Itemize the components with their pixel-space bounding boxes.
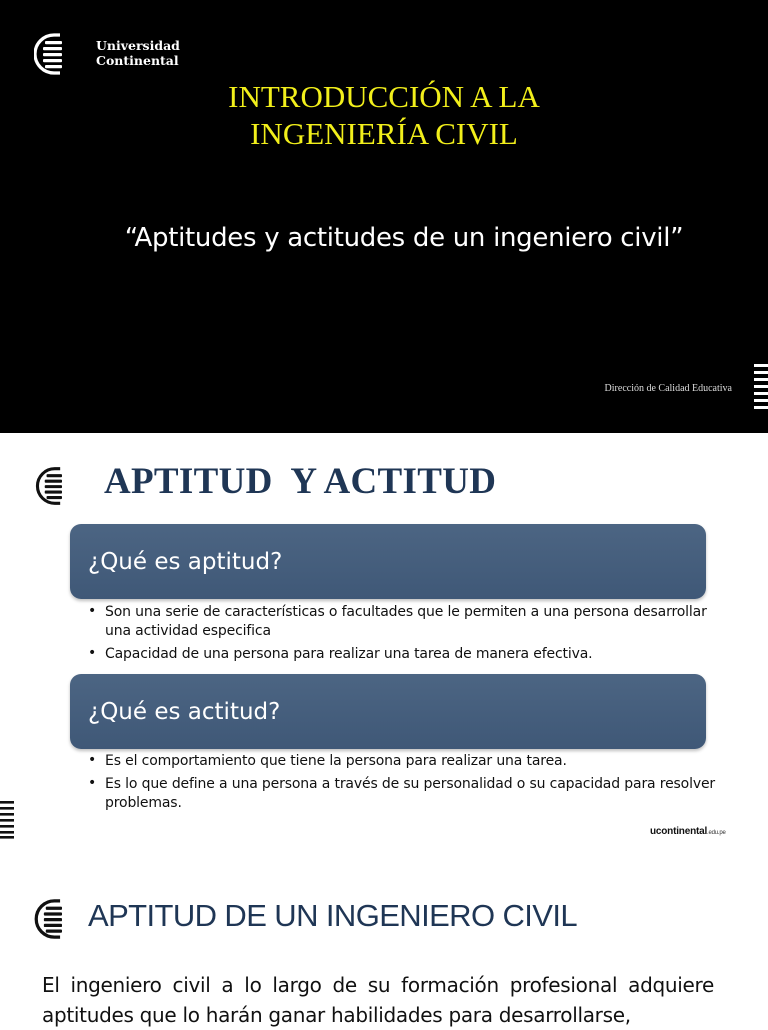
course-title xyxy=(120,78,648,152)
list-item: • Son una serie de características o facultades que le permiten a una persona desarrollar una actividad especifica xyxy=(88,603,707,639)
question-aptitud: ¿Qué es aptitud? xyxy=(88,548,283,575)
university-logo-text xyxy=(96,38,180,68)
footer-department: Dirección de Calidad Educativa xyxy=(604,383,732,394)
website-link[interactable] xyxy=(650,826,726,837)
website-suffix: .edu.pe xyxy=(707,830,726,836)
stripes-icon xyxy=(754,364,768,410)
logo-line-1: Universidad xyxy=(96,38,180,53)
list-item-text: Capacidad de una persona para realizar una tarea de manera efectiva. xyxy=(105,646,593,662)
list-item: • Es el comportamiento que tiene la persona para realizar una tarea. xyxy=(88,752,567,769)
bullet-list-aptitud xyxy=(88,603,728,668)
bullet-list-actitud xyxy=(88,752,728,817)
slide-heading: APTITUD Y ACTITUD xyxy=(104,461,497,502)
question-box-actitud xyxy=(70,674,706,749)
question-box-aptitud xyxy=(70,524,706,599)
list-item-text: Es lo que define a una persona a través de su personalidad o su capacidad para resolver problemas. xyxy=(105,776,716,811)
list-item: • Es lo que define a una persona a través de su personalidad o su capacidad para resolver problemas. xyxy=(88,775,716,811)
list-item-text: Es el comportamiento que tiene la persona para realizar una tarea. xyxy=(105,753,567,769)
university-logo xyxy=(34,32,184,76)
university-logo-icon xyxy=(34,32,90,76)
body-paragraph: El ingeniero civil a lo largo de su formación profesional adquiere aptitudes que lo harán ganar habilidades para desarrollarse, xyxy=(42,973,714,1027)
logo-line-2: Continental xyxy=(96,53,179,68)
university-logo-icon xyxy=(34,466,90,506)
presentation-subtitle: “Aptitudes y actitudes de un ingeniero civil” xyxy=(124,223,684,253)
website-name: ucontinental xyxy=(650,826,708,837)
list-item-text: Son una serie de características o facultades que le permiten a una persona desarrollar una actividad especifica xyxy=(105,604,707,639)
slide-title xyxy=(0,0,768,433)
course-title-line-2: INGENIERÍA CIVIL xyxy=(250,116,518,151)
slide-heading: APTITUD DE UN INGENIERO CIVIL xyxy=(88,898,577,933)
course-title-line-1: INTRODUCCIÓN A LA xyxy=(228,79,540,114)
list-item: • Capacidad de una persona para realizar una tarea de manera efectiva. xyxy=(88,645,593,662)
university-logo-icon xyxy=(34,898,90,940)
stripes-icon xyxy=(0,801,14,839)
question-actitud: ¿Qué es actitud? xyxy=(88,698,281,725)
